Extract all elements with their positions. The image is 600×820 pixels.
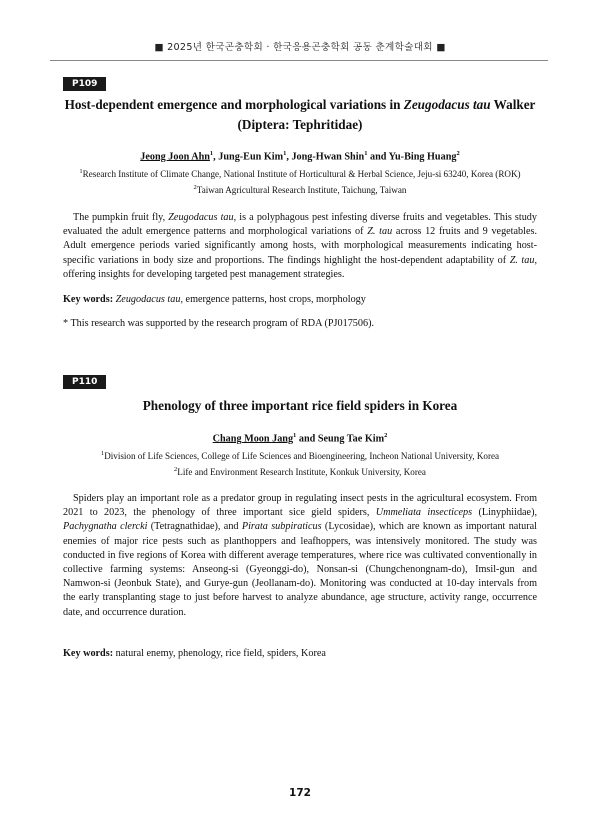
header-divider bbox=[50, 60, 548, 61]
body-text: , offering insights for developing targeted pest management strategies. bbox=[63, 254, 537, 280]
author-name: Seung Tae Kim bbox=[317, 433, 385, 445]
affiliation-line bbox=[50, 181, 550, 197]
affiliation-sup: 2 bbox=[174, 466, 178, 474]
body-italic: Zeugodacus tau bbox=[168, 212, 234, 223]
author-name: Jeong Joon Ahn bbox=[140, 151, 210, 163]
body-italic: Z. tau bbox=[509, 254, 535, 266]
affiliation-line bbox=[50, 165, 550, 181]
title-species: Zeugodacus tau bbox=[403, 97, 491, 112]
body-text: The pumpkin fruit fly, bbox=[73, 212, 169, 223]
title-line2: (Diptera: Tephritidae) bbox=[237, 117, 363, 132]
abstract-title-p110: Phenology of three important rice field spiders in Korea bbox=[142, 398, 458, 413]
body-italic: Ummeliata insecticeps bbox=[375, 507, 473, 519]
affiliation-text: Division of Life Sciences, College of Life Sciences and Bioengineering, Incheon National University, Korea bbox=[104, 451, 500, 462]
affiliation-text: Research Institute of Climate Change, National Institute of Horticultural & Herbal Science, Jeju-si 63240, Korea (ROK) bbox=[82, 169, 521, 180]
author-name: Jong-Hwan Shin bbox=[291, 151, 365, 163]
author-sup: 1 bbox=[364, 150, 368, 157]
abstract-body-p110 bbox=[63, 492, 537, 620]
body-text: (Linyphiidae), bbox=[472, 507, 538, 519]
affiliation-sup: 1 bbox=[100, 450, 105, 457]
keywords-label: Key words: bbox=[63, 648, 114, 659]
title-author: Walker bbox=[490, 97, 536, 112]
affiliation-line bbox=[50, 447, 550, 463]
author-name: Chang Moon Jang bbox=[212, 433, 294, 445]
body-text: (Tetragnathidae), and bbox=[147, 521, 242, 533]
affiliation-text: Life and Environment Research Institute, Konkuk University, Korea bbox=[177, 467, 426, 478]
author-sup: 2 bbox=[384, 432, 388, 439]
affiliations-p110 bbox=[50, 447, 550, 479]
keywords-p110 bbox=[63, 648, 537, 659]
keywords-p109 bbox=[63, 294, 537, 305]
keywords-text: natural enemy, phenology, rice field, spiders, Korea bbox=[113, 648, 326, 659]
keywords-text: emergence patterns, host crops, morphology bbox=[183, 294, 366, 305]
author-sup: 2 bbox=[456, 150, 460, 157]
abstract-body-p109 bbox=[63, 211, 537, 282]
authors-p109 bbox=[60, 150, 540, 162]
abstract-badge-p110: P110 bbox=[63, 375, 106, 389]
body-italic: Pachygnatha clercki bbox=[63, 521, 148, 533]
body-italic: Z. tau bbox=[367, 226, 393, 238]
body-text: , is a polyphagous pest infesting diverse fruits and vegetables. This study evaluated the adult emergence patterns and morphological variations of bbox=[63, 212, 537, 238]
author-name: Jung-Eun Kim bbox=[218, 151, 284, 163]
body-text: across 12 fruits and 9 vegetables. Adult emergence periods varied significantly among hosts, with morphological measurements indicating host-specific variations in body size and proportions. The findings highlight the host-dependent adaptability of bbox=[63, 226, 537, 266]
abstract-badge-p109: P109 bbox=[63, 77, 106, 91]
authors-p110 bbox=[60, 432, 540, 444]
abstract-title-p109 bbox=[60, 95, 540, 135]
body-italic: Pirata subpiraticus bbox=[241, 521, 322, 533]
body-text: (Lycosidae), which are known as important natural enemies of major rice pests such as planthoppers and leafhoppers, was intensively monitored. The study was conducted in five regions of Korea with different average temperatures, where rice was cultivated conventionally in collective farming systems: Anseong-si (Gyeonggi-do), Nonsan-si (Chungchenongnam-do), Imsil-gun and Namwon-si (Jeonbuk State), and Gurye-gun (Jeollanam-do). Monitoring was conducted at 10-day intervals from the early transplanting stage to just before harvest to analyze abundance, age structure, activity range, occurrence date, and occurrence duration. bbox=[63, 521, 537, 618]
body-text: Spiders play an important role as a predator group in regulating insect pests in the agricultural ecosystem. From 2021 to 2023, the phenology of three important sice gield spiders, bbox=[63, 493, 537, 519]
author-and: and bbox=[367, 151, 389, 163]
author-sup: 1 bbox=[209, 150, 214, 157]
keywords-italic: Zeugodacus tau, bbox=[113, 294, 183, 305]
author-separator: , bbox=[213, 151, 219, 163]
page-number: 172 bbox=[289, 787, 311, 799]
funding-note-p109: * This research was supported by the research program of RDA (PJ017506). bbox=[63, 318, 375, 329]
author-name: Yu-Bing Huang bbox=[388, 151, 457, 163]
title-main: Host-dependent emergence and morphological variations in bbox=[64, 97, 404, 112]
conference-header: ■ 2025년 한국곤충학회 · 한국응용곤충학회 공동 춘계학술대회 ■ bbox=[154, 42, 446, 53]
author-separator: , bbox=[286, 151, 292, 163]
affiliation-sup: 2 bbox=[193, 184, 197, 192]
author-sup: 1 bbox=[293, 432, 297, 439]
author-and: and bbox=[296, 433, 318, 445]
affiliation-line bbox=[50, 463, 550, 479]
affiliation-text: Taiwan Agricultural Research Institute, Taichung, Taiwan bbox=[196, 185, 407, 196]
affiliation-sup: 1 bbox=[79, 168, 83, 175]
keywords-label: Key words: bbox=[63, 294, 114, 305]
affiliations-p109 bbox=[50, 165, 550, 197]
author-sup: 1 bbox=[283, 150, 287, 157]
